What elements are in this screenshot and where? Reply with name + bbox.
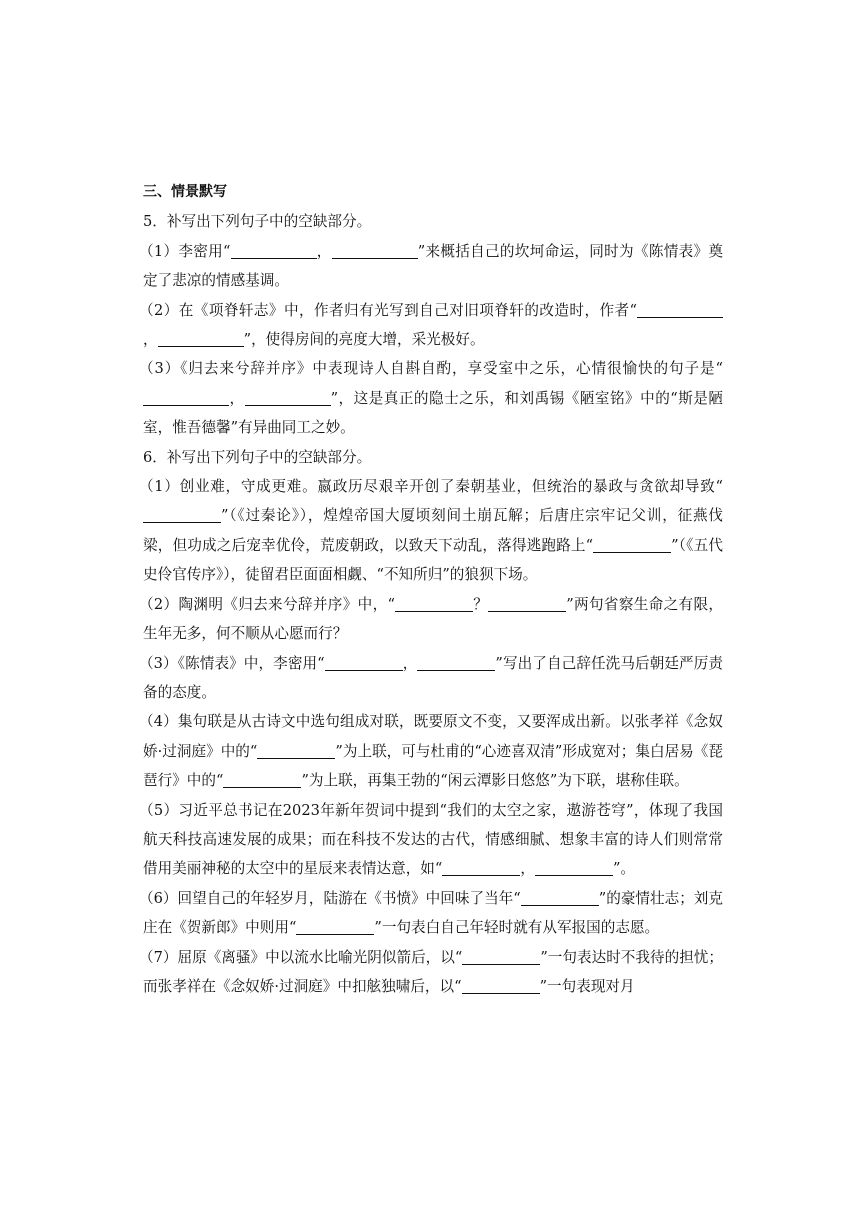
answer-blank[interactable] xyxy=(462,977,540,994)
q6-item-3: （3）《陈情表》中，李密用“ ， ”写出了自己辞任洗马后朝廷严厉责备的态度。 xyxy=(139,654,723,701)
section-title: 三、情景默写 xyxy=(143,184,227,200)
answer-blank[interactable] xyxy=(158,330,244,347)
answer-blank[interactable] xyxy=(231,242,317,259)
answer-blank[interactable] xyxy=(442,859,520,876)
q5-item-2: （2）在《项脊轩志》中，作者归有光写到自己对旧项脊轩的改造时，作者“， ”，使得房间的亮度大增，采光极好。 xyxy=(143,296,723,355)
q5-stem: 5．补写出下列句子中的空缺部分。 xyxy=(143,213,372,231)
answer-blank[interactable] xyxy=(593,536,671,553)
answer-blank[interactable] xyxy=(325,654,403,671)
answer-blank[interactable] xyxy=(245,389,331,406)
q5-item-3: （3）《归去来兮辞并序》中表现诗人自斟自酌，享受室中之乐，心情很愉快的句子是“， ”，这是真正的隐士之乐，和刘禹锡《陋室铭》中的“斯是陋室，惟吾德馨”有异曲同工之妙。 xyxy=(139,360,723,437)
answer-blank[interactable] xyxy=(257,742,335,759)
q6-item-7: （7）屈原《离骚》中以流水比喻光阴似箭后，以“ ”一句表达时不我待的担忧；而张孝祥在《念奴娇·过洞庭》中扣舷独啸后，以“ ”一句表现对月 xyxy=(139,948,723,995)
answer-blank[interactable] xyxy=(417,654,495,671)
q6-item-2: （2）陶渊明《归去来兮辞并序》中，“ ？ ”两句省察生命之有限，生年无多，何不顺从心愿而行？ xyxy=(139,595,723,643)
exercise-content xyxy=(139,178,724,1001)
answer-blank[interactable] xyxy=(296,918,374,935)
q6-item-6: （6）回望自己的年轻岁月，陆游在《书愤》中回味了当年“ ”的豪情壮志；刘克庄在《贺新郎》中则用“ ”一句表白自己年轻时就有从军报国的志愿。 xyxy=(139,889,724,937)
answer-blank[interactable] xyxy=(521,889,599,906)
answer-blank[interactable] xyxy=(488,595,566,612)
q5-item-1: （1）李密用“ ， ”来概括自己的坎坷命运，同时为《陈情表》奠定了悲凉的情感基调。 xyxy=(139,242,723,290)
q6-item-5: （5）习近平总书记在2023年新年贺词中提到“我们的太空之家，遨游苍穹”，体现了我国航天科技高速发展的成果；而在科技不发达的古代，情感细腻、想象丰富的诗人们则常常借用美丽神秘的太空中的星辰来表情达意，如“ ， ”。 xyxy=(139,801,723,878)
q6-item-4: （4）集句联是从古诗文中选句组成对联，既要原文不变，又要浑成出新。以张孝祥《念奴娇·过洞庭》中的“ ”为上联，可与杜甫的“心迹喜双清”形成宽对；集白居易《琵琶行》中的“ ”为上联，再集王勃的“闲云潭影日悠悠”为下联，堪称佳联。 xyxy=(139,713,723,790)
q6-item-1: （1）创业难，守成更难。嬴政历尽艰辛开创了秦朝基业，但统治的暴政与贪欲却导致“”（《过秦论》），煌煌帝国大厦顷刻间土崩瓦解；后唐庄宗牢记父训，征燕伐梁，但功成之后宠幸优伶，荒废朝政，以致天下动乱，落得逃跑路上“ ”（《五代史伶官传序》），徒留君臣面面相觑、“不知所归”的狼狈下场。 xyxy=(139,478,723,584)
answer-blank[interactable] xyxy=(637,301,723,318)
answer-blank[interactable] xyxy=(395,595,473,612)
answer-blank[interactable] xyxy=(143,506,221,523)
answer-blank[interactable] xyxy=(462,948,540,965)
answer-blank[interactable] xyxy=(143,389,229,406)
answer-blank[interactable] xyxy=(332,242,418,259)
answer-blank[interactable] xyxy=(223,771,301,788)
answer-blank[interactable] xyxy=(535,859,613,876)
q6-stem: 6．补写出下列句子中的空缺部分。 xyxy=(143,448,372,466)
